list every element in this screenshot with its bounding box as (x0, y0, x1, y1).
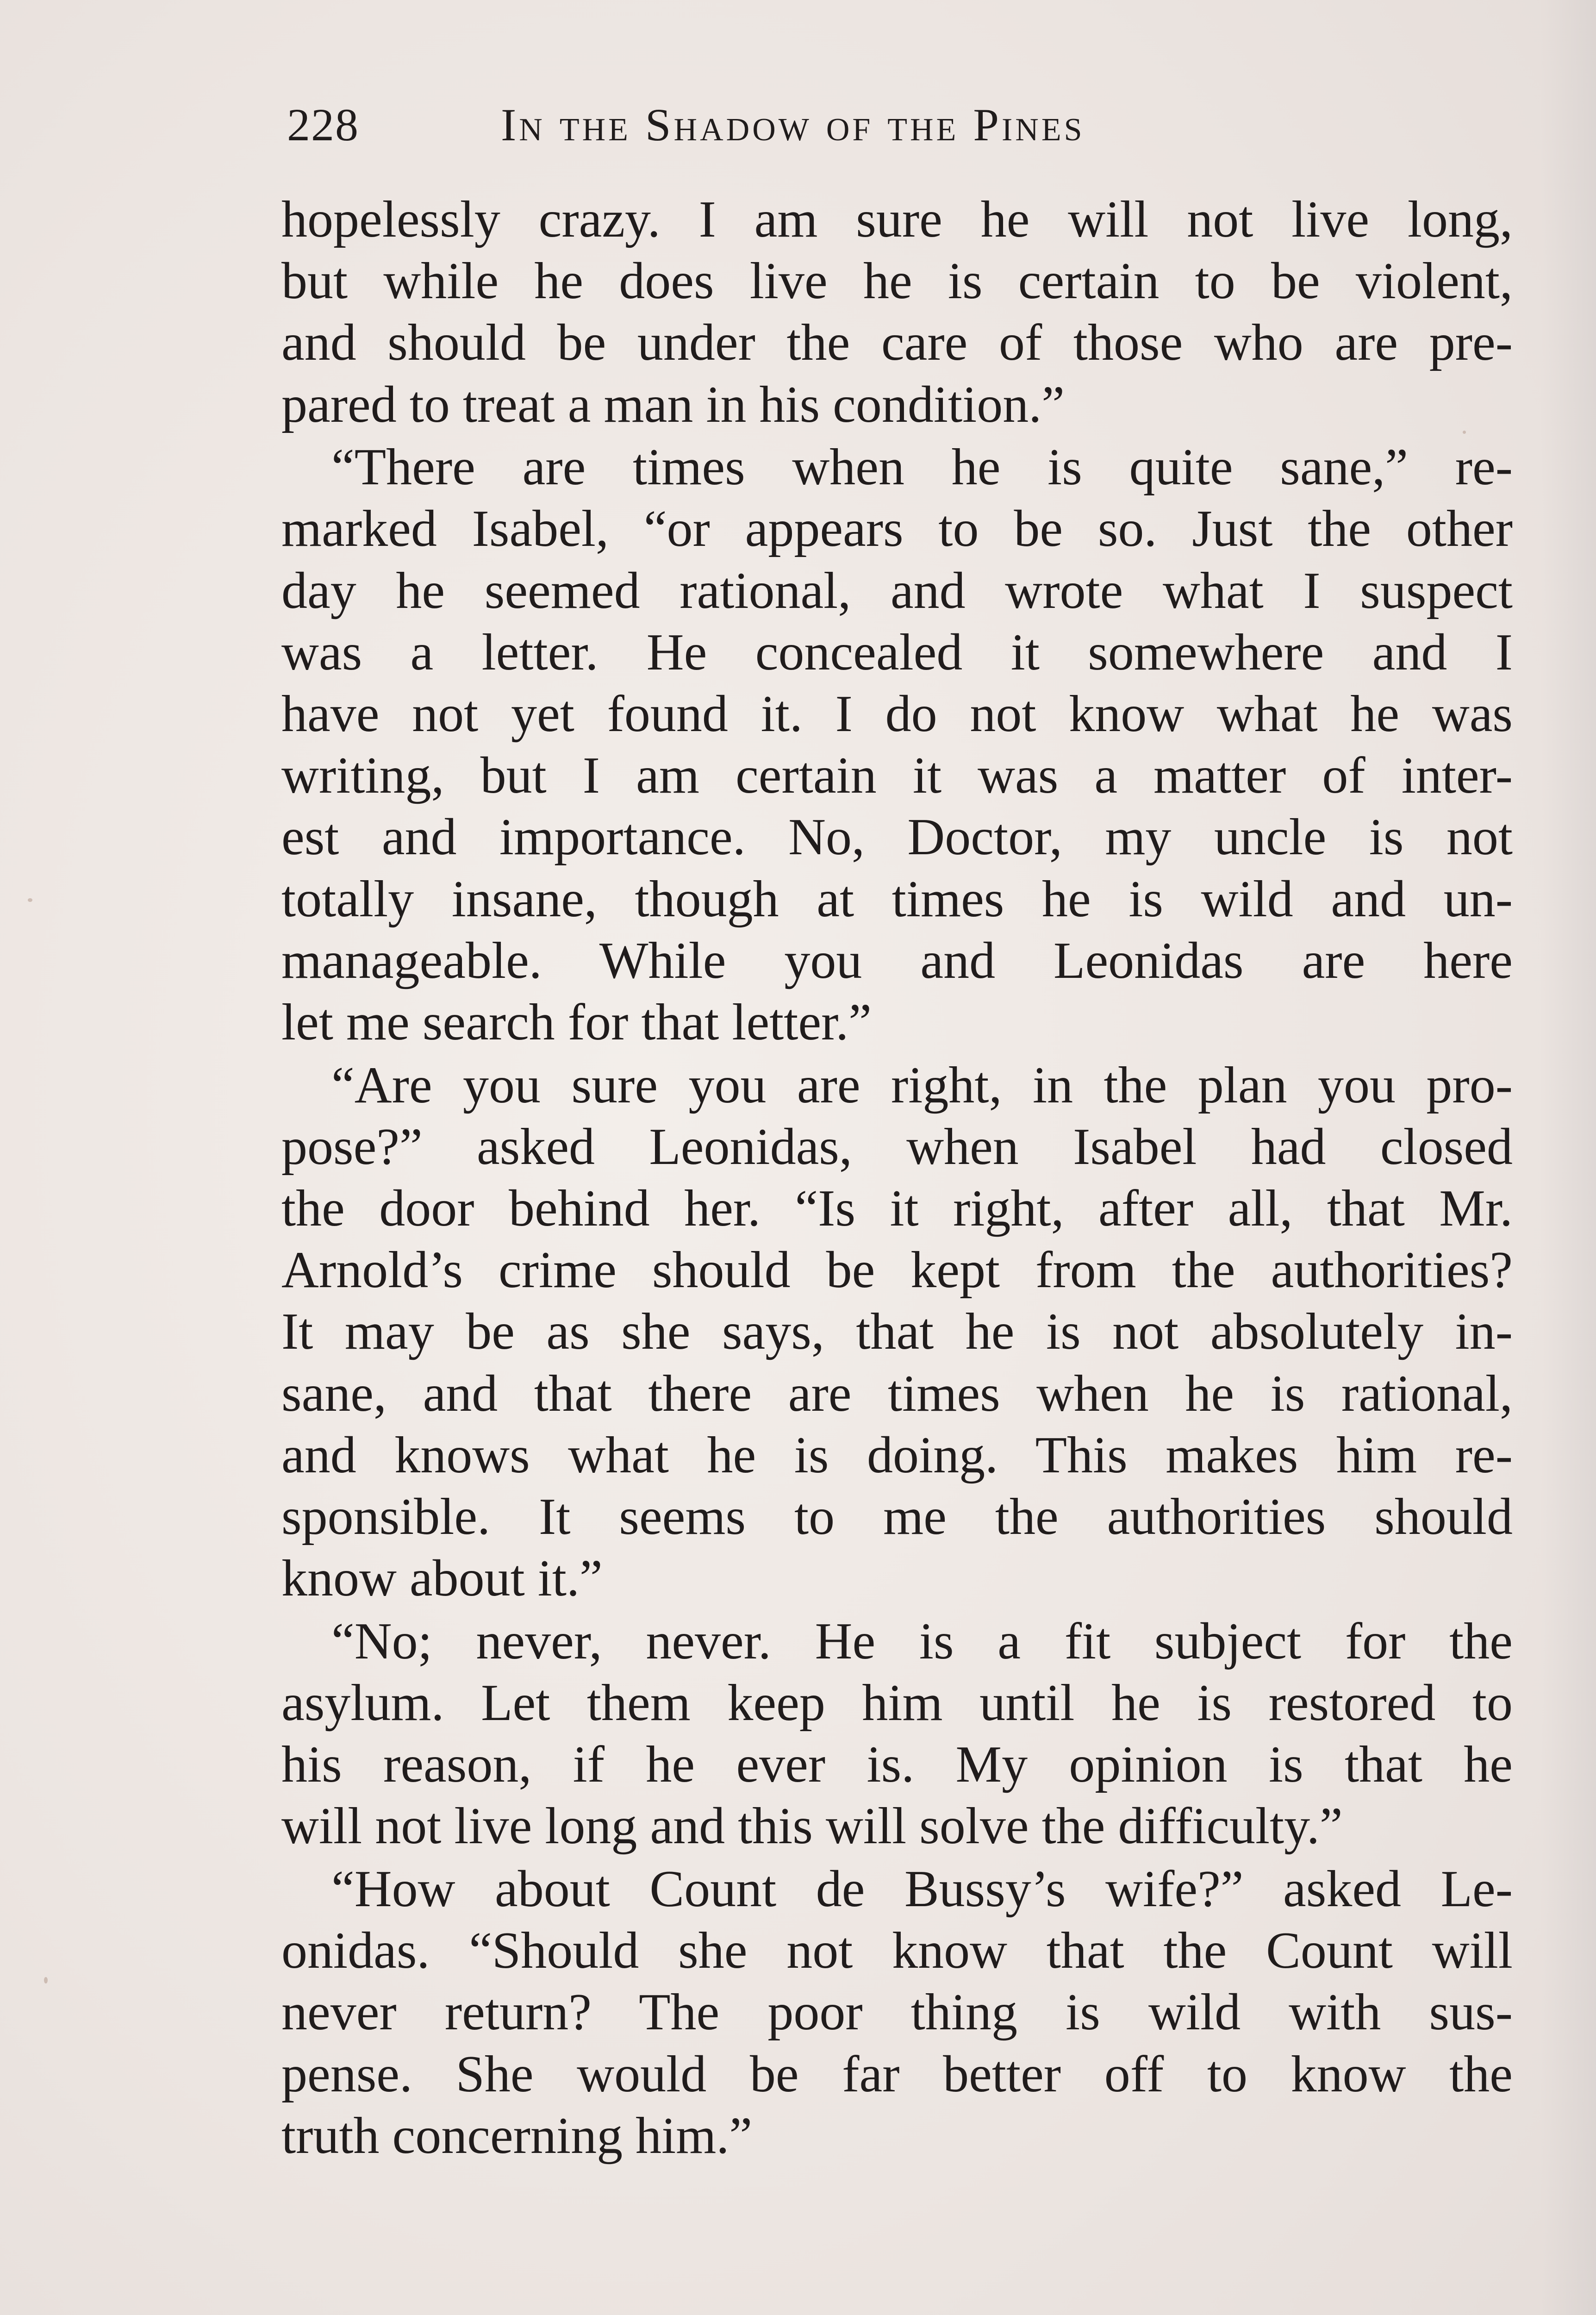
text-line: and knows what he is doing. This makes him re- (281, 1426, 1513, 1484)
text-line: asylum. Let them keep him until he is restored to (281, 1674, 1513, 1732)
text-line: know about it.” (281, 1550, 603, 1608)
text-line: and should be under the care of those who are pre- (281, 314, 1513, 372)
body-text (281, 189, 1513, 2167)
text-line: est and importance. No, Doctor, my uncle is not (281, 808, 1513, 866)
page-number: 228 (287, 99, 359, 150)
text-line: manageable. While you and Leonidas are here (281, 932, 1513, 989)
text-line: pose?” asked Leonidas, when Isabel had closed (281, 1118, 1513, 1176)
text-line: writing, but I am certain it was a matter of inter- (281, 747, 1513, 805)
text-line: totally insane, though at times he is wild and un- (281, 870, 1513, 928)
text-line: will not live long and this will solve the difficulty.” (281, 1797, 1343, 1855)
text-line: truth concerning him.” (281, 2107, 753, 2165)
text-line: It may be as she says, that he is not absolutely in- (281, 1303, 1513, 1361)
paper-speck (28, 898, 32, 902)
text-line: pense. She would be far better off to know the (281, 2045, 1513, 2103)
text-line: day he seemed rational, and wrote what I suspect (281, 562, 1513, 619)
text-line: hopelessly crazy. I am sure he will not live long, (281, 191, 1513, 248)
text-line: pared to treat a man in his condition.” (281, 375, 1065, 433)
text-line: the door behind her. “Is it right, after all, that Mr. (281, 1180, 1513, 1237)
text-line: have not yet found it. I do not know what he was (281, 685, 1513, 743)
text-line: “No; never, never. He is a fit subject for the (331, 1612, 1513, 1670)
text-line: let me search for that letter.” (281, 993, 872, 1051)
text-line: onidas. “Should she not know that the Count will (281, 1922, 1513, 1980)
text-line: his reason, if he ever is. My opinion is that he (281, 1736, 1513, 1794)
running-head: In the Shadow of the Pines (501, 99, 1085, 150)
text-line: but while he does live he is certain to be violent, (281, 252, 1513, 310)
text-line: sane, and that there are times when he is rational, (281, 1364, 1513, 1422)
text-line: “There are times when he is quite sane,” re- (331, 438, 1513, 496)
text-line: Arnold’s crime should be kept from the authorities? (281, 1241, 1513, 1299)
page-edge-shadow (1540, 0, 1596, 2315)
text-line: sponsible. It seems to me the authorities should (281, 1488, 1513, 1545)
page-header (287, 93, 1518, 157)
text-line: never return? The poor thing is wild with sus- (281, 1983, 1513, 2041)
text-line: was a letter. He concealed it somewhere and I (281, 623, 1513, 681)
paper-speck (44, 1977, 48, 1983)
text-line: “How about Count de Bussy’s wife?” asked Le- (331, 1860, 1513, 1918)
text-line: marked Isabel, “or appears to be so. Just the other (281, 500, 1513, 558)
text-line: “Are you sure you are right, in the plan you pro- (331, 1056, 1513, 1114)
